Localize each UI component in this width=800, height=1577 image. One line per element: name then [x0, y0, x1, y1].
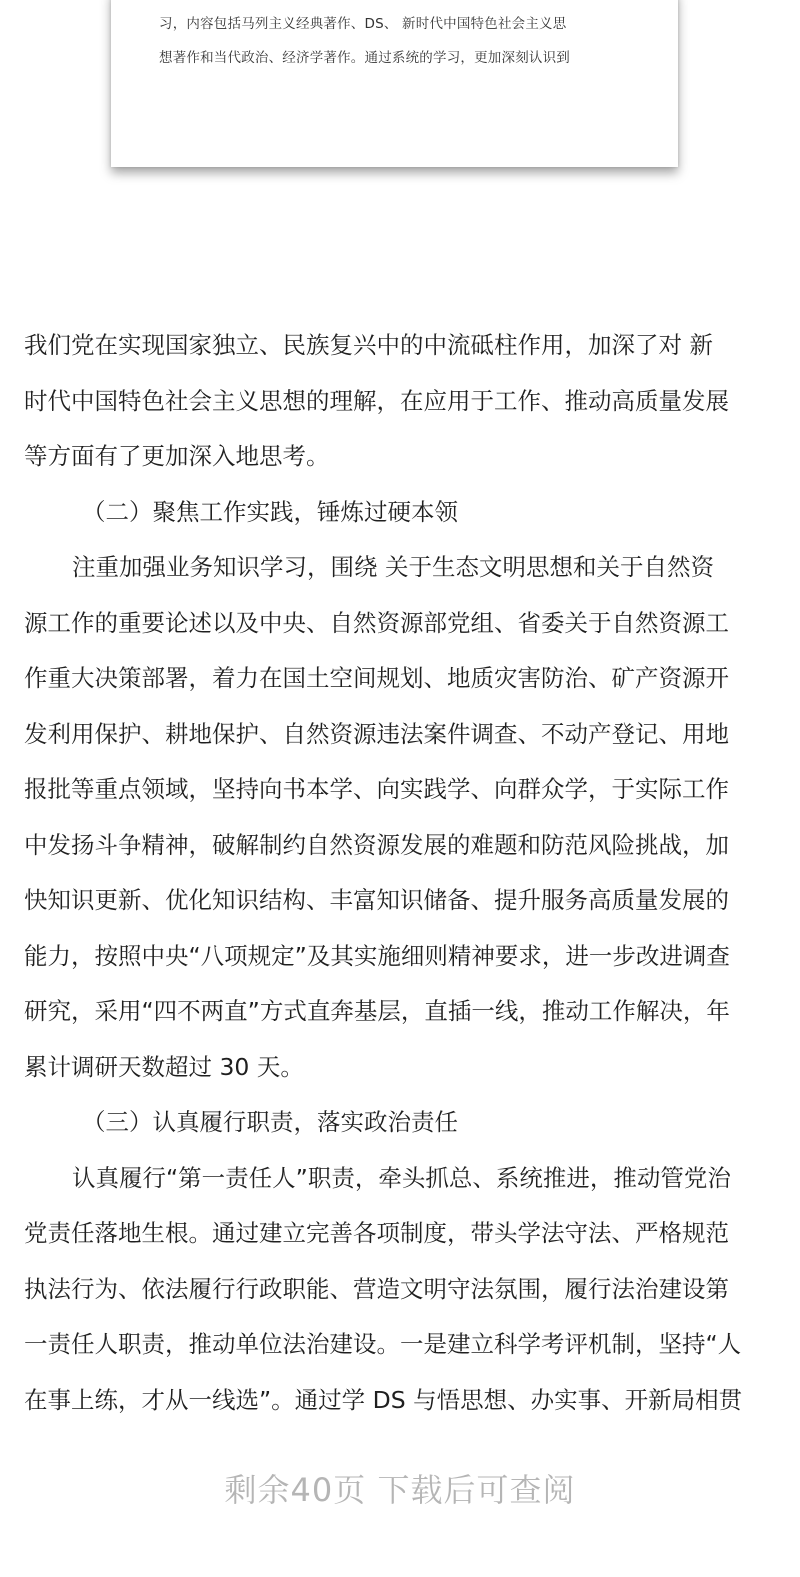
paragraph-line: 作重大决策部署，着力在国土空间规划、地质灾害防治、矿产资源开 — [24, 664, 729, 692]
paragraph-line: 注重加强业务知识学习，围绕 关于生态文明思想和关于自然资 — [72, 553, 714, 581]
paragraph-line: 源工作的重要论述以及中央、自然资源部党组、省委关于自然资源工 — [24, 608, 729, 637]
document-body — [24, 318, 776, 1428]
paragraph-line: 能力，按照中央“八项规定”及其实施细则精神要求，进一步改进调查 — [24, 941, 730, 970]
preview-text-line: 习，内容包括马列主义经典著作、DS、 新时代中国特色社会主义思 — [159, 16, 567, 32]
paragraph-line: 我们党在实现国家独立、民族复兴中的中流砥柱作用，加深了对 新 — [24, 331, 713, 359]
paragraph-line: 快知识更新、优化知识结构、丰富知识储备、提升服务高质量发展的 — [24, 886, 729, 914]
preview-text-line: 想著作和当代政治、经济学著作。通过系统的学习，更加深刻认识到 — [159, 50, 570, 66]
paragraph-line: 中发扬斗争精神，破解制约自然资源发展的难题和防范风险挑战，加 — [24, 830, 729, 859]
paragraph-line: 一责任人职责，推动单位法治建设。一是建立科学考评机制，坚持“人 — [24, 1330, 742, 1358]
paragraph-line: 等方面有了更加深入地思考。 — [24, 442, 330, 470]
document-preview-card — [111, 0, 678, 167]
section-heading: （三）认真履行职责，落实政治责任 — [82, 1108, 458, 1136]
section-heading: （二）聚焦工作实践，锤炼过硬本领 — [82, 497, 458, 526]
paragraph-line: 研究，采用“四不两直”方式直奔基层，直插一线，推动工作解决，年 — [24, 997, 730, 1025]
paragraph-line: 认真履行“第一责任人”职责，牵头抓总、系统推进，推动管党治 — [72, 1163, 731, 1192]
paragraph-line: 在事上练，才从一线选”。通过学 DS 与悟思想、办实事、开新局相贯 — [24, 1385, 743, 1414]
download-prompt-button[interactable]: 剩余40页 下载后可查阅 — [224, 1471, 576, 1509]
paragraph-line: 报批等重点领域，坚持向书本学、向实践学、向群众学，于实际工作 — [24, 775, 729, 803]
paragraph-line: 发利用保护、耕地保护、自然资源违法案件调查、不动产登记、用地 — [24, 719, 729, 748]
paragraph-line: 党责任落地生根。通过建立完善各项制度，带头学法守法、严格规范 — [24, 1219, 729, 1247]
paragraph-line: 累计调研天数超过 30 天。 — [24, 1052, 304, 1081]
paragraph-line: 执法行为、依法履行行政职能、营造文明守法氛围，履行法治建设第 — [24, 1274, 729, 1303]
paragraph-line: 时代中国特色社会主义思想的理解，在应用于工作、推动高质量发展 — [24, 386, 729, 415]
